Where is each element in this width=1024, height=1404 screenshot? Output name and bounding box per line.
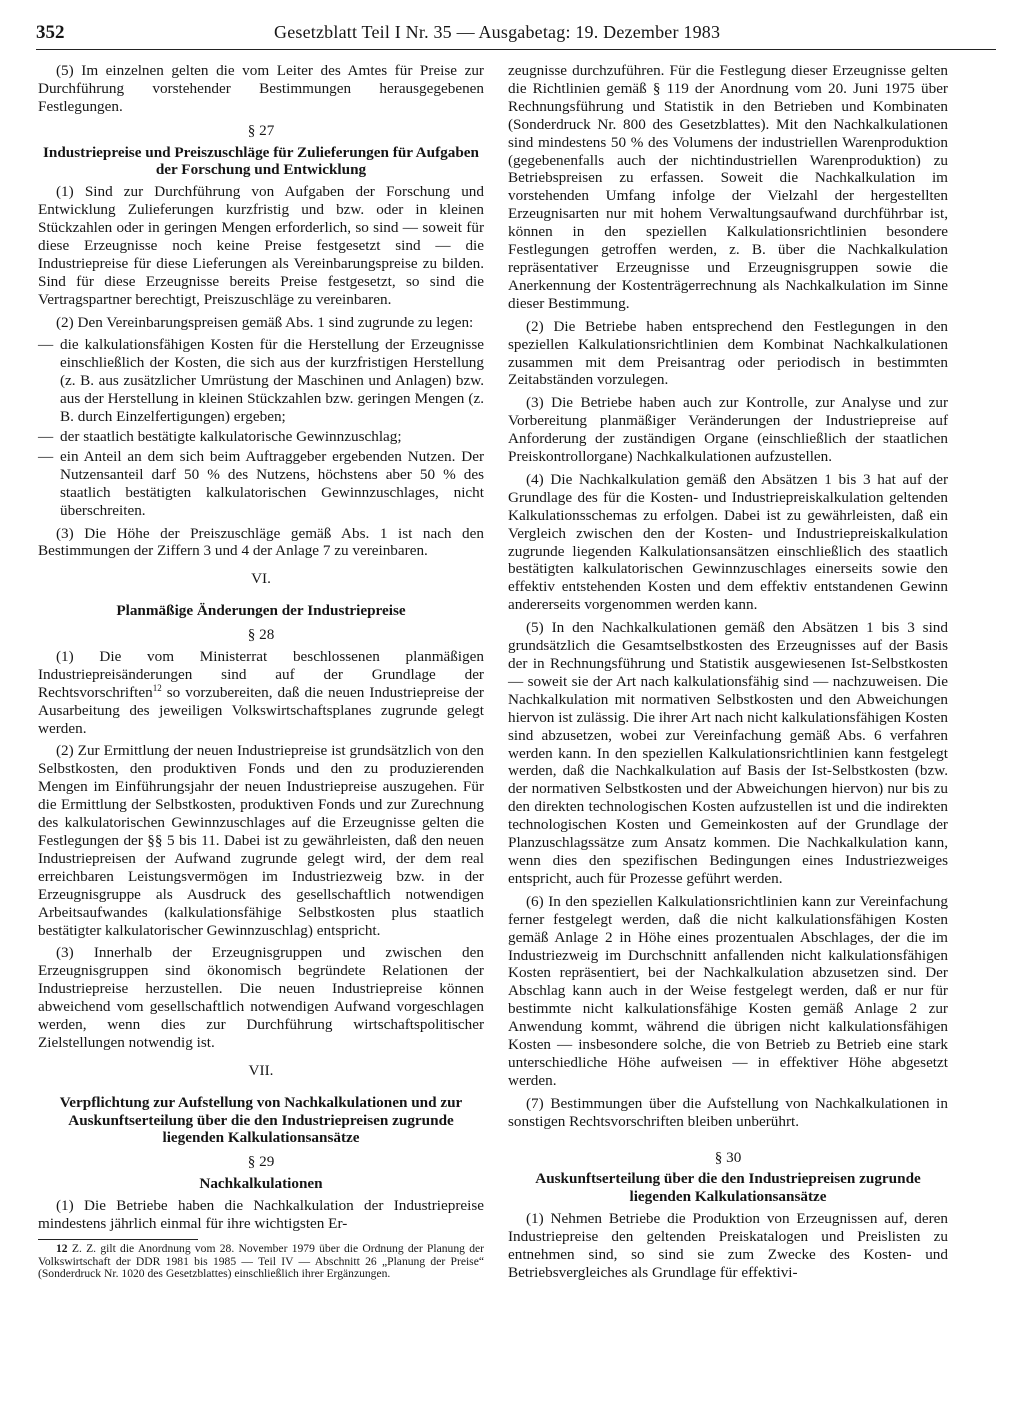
section-number: § 27 [247, 121, 275, 139]
paragraph: zeugnisse durchzuführen. Für die Festlegung dieser Erzeugnisse gelten die Richtlinien gemäß § 119 der Anordnung vom 20. Juni 1975 über Rechnungsführung und Statistik in den Betrieben und Kombinaten (Sonderdruck Nr. 800 des Gesetzblattes). Mit den Nachkalkulationen sind mindestens 50 % des Volumens der industriellen Warenproduktion (gegebenenfalls auch der nichtindustriellen Warenproduktion) zu Betriebspreisen zu erfassen. Soweit die Nachkalkulation im vorstehenden Umfang infolge der Vielzahl der hergestellten Erzeugnisarten nur mit hohem Verwaltungsaufwand durchführbar ist, können in den speziellen Kalkulationsrichtlinien besondere Festlegungen getroffen werden, z. B. über die Nachkalkulation repräsentativer Erzeugnisse und Erzeugnisgruppen sowie die Anerkennung der Kostenträgerrechnung als Nachkalkulation im Sinne dieser Bestimmung. [508, 62, 948, 312]
paragraph: (5) In den Nachkalkulationen gemäß den Absätzen 1 bis 3 sind grundsätzlich die Gesamtselbstkosten des Erzeugnisses auf der Basis der in Rechnungsführung und Statistik ausgewiesenen Ist-Selbstkosten — soweit sie der Art nach kalkulationsfähig sind — nachzuweisen. Die Nachkalkulation mit normativen Selbstkosten und den Abweichungen hiervon ist zulässig. Die ihrer Art nach nicht kalkulationsfähigen Kosten sind abzusetzen, wobei zur Vereinfachung gemäß Abs. 6 verfahren werden kann. In den speziellen Kalkulationsrichtlinien kann festgelegt werden, daß die Nachkalkulation auf Basis der Ist-Selbstkosten (bzw. der normativen Selbstkosten und der Abweichungen hiervon) nur bis zu den direkten technologischen Kosten aufzustellen ist und die indirekten technologischen Kosten und Gemeinkosten auf der Grundlage der Planzuschlagssätze zum Ansatz kommen. Die Nachkalkulation kann, wenn dies den spezifischen Bedingungen eines Industriezweiges entspricht, auch für Prozesse geführt werden. [508, 619, 948, 887]
footnote-ref: 12 [152, 682, 162, 693]
header-rule [36, 49, 996, 50]
section-number: § 29 [247, 1153, 275, 1171]
section-number: § 28 [247, 626, 275, 644]
dash-list [38, 336, 484, 519]
part-number: VII. [248, 1061, 274, 1079]
paragraph: (7) Bestimmungen über die Aufstellung von Nachkalkulationen in sonstigen Rechtsvorschriften bleiben unberührt. [508, 1094, 948, 1130]
list-item-text: die kalkulationsfähigen Kosten für die Herstellung der Erzeugnisse einschließlich der Kosten, die sich aus der kurzfristigen Herstellung (z. B. aus zusätzlicher Umrüstung der Maschinen und Anlagen) bzw. aus der Herstellung in kleinen Stückzahlen bzw. geringen Mengen (z. B. durch Einzelfertigungen) ergeben; [60, 336, 484, 426]
paragraph: (1) Nehmen Betriebe die Produktion von Erzeugnissen auf, deren Industriepreise den geltenden Preiskatalogen und Preislisten zu entnehmen sind, so sind sie zum Zwecke des Kosten- und Betriebsvergleiches als Grundlage für effektivi- [508, 1210, 948, 1281]
page-number: 352 [36, 22, 65, 43]
section-title: Auskunftserteilung über die den Industriepreisen zugrunde liegenden Kalkulationsansätze [535, 1170, 921, 1206]
running-title: Gesetzblatt Teil I Nr. 35 — Ausgabetag: 19. Dezember 1983 [274, 22, 721, 42]
right-column [508, 62, 948, 1287]
list-item-text: der staatlich bestätigte kalkulatorische Gewinnzuschlag; [60, 428, 402, 445]
section-title: Industriepreise und Preiszuschläge für Zulieferungen für Aufgaben der Forschung und Entwicklung [43, 143, 479, 179]
list-item-text: ein Anteil an dem sich beim Auftraggeber ergebenden Nutzen. Der Nutzensanteil darf 50 % des Nutzens, höchstens aber 50 % des staatlich bestätigten kalkulatorischen Gewinnzuschlages, nicht überschreiten. [60, 447, 484, 519]
paragraph: (6) In den speziellen Kalkulationsrichtlinien kann zur Vereinfachung ferner festgelegt werden, daß die nicht kalkulationsfähigen Kosten gemäß Anlage 2 in Höhe eines prozentualen Abschlages, der die im Industriezweig im Durchschnitt anfallenden nicht kalkulationsfähigen Kosten repräsentiert, bei der Nachkalkulation abzusetzen sind. Der Abschlag kann auch in der Weise festgelegt werden, daß er nur für bestimmte nicht kalkulationsfähige Kosten gemäß Anlage 2 zur Anwendung kommt, während die übrigen nicht kalkulationsfähigen Kosten — insbesondere solche, die von Betrieb zu Betrieb eine stark unterschiedliche Höhe aufweisen — in effektiver Höhe abgesetzt werden. [508, 892, 948, 1089]
paragraph: (3) Innerhalb der Erzeugnisgruppen und zwischen den Erzeugnisgruppen sind ökonomisch begründete Relationen der Industriepreise herzustellen. Die neuen Industriepreise können abweichend vom gesellschaftlich notwendigen Aufwand vorgeschlagen werden, wenn dies zur Durchführung wirtschaftspolitischer Zielstellungen notwendig ist. [38, 944, 484, 1051]
paragraph: (2) Zur Ermittlung der neuen Industriepreise ist grundsätzlich von den Selbstkosten, den produktiven Fonds und den zu produzierenden Mengen im Einführungsjahr der neuen Industriepreise auszugehen. Für die Ermittlung der Selbstkosten, produktiven Fonds und zur Zurechnung des kalkulatorischen Gewinnzuschlages auf die Erzeugnisse gelten die Festlegungen der §§ 5 bis 11. Dabei ist zu gewährleisten, daß den neuen Industriepreisen der Aufwand zugrunde gelegt wird, der dem real erreichbaren Leistungsvermögen im Industriezweig bzw. in der Erzeugnisgruppe als Ausdruck des gesellschaftlich notwendigen Arbeitsaufwandes (kalkulationsfähige Selbstkosten plus staatlich bestätigter kalkulatorischer Gewinnzuschlag) entspricht. [38, 742, 484, 939]
paragraph: (1) Die vom Ministerrat beschlossenen planmäßigen Industriepreisänderungen sind auf der Grundlage der Rechtsvorschriften$^{12}$ so vorzubereiten, daß die neuen Industriepreise der Ausarbeitung des jeweiligen Volkswirtschaftsplanes zugrunde gelegt werden. [38, 647, 484, 737]
paragraph: (2) Den Vereinbarungspreisen gemäß Abs. 1 sind zugrunde zu legen: [56, 313, 474, 331]
section-title: Nachkalkulationen [199, 1175, 323, 1193]
list-item: — die kalkulationsfähigen Kosten für die Herstellung der Erzeugnisse einschließlich der Kosten, die sich aus der kurzfristigen Herstellung (z. B. aus zusätzlicher Umrüstung der Maschinen und Anlagen) bzw. aus der Herstellung in kleinen Stückzahlen bzw. geringen Mengen (z. B. durch Einzelfertigungen) ergeben; [38, 336, 484, 426]
page-header [36, 22, 994, 50]
footnote: 12 Z. Z. gilt die Anordnung vom 28. November 1979 über die Ordnung der Planung der Volkswirtschaft der DDR 1981 bis 1985 — Teil IV — Abschnitt 26 „Planung der Preise“ (Sonderdruck Nr. 1020 des Gesetzblattes) einschließlich ihrer Ergänzungen. [38, 1241, 484, 1281]
section-number: § 30 [714, 1148, 742, 1166]
part-title: Planmäßige Änderungen der Industriepreise [116, 602, 406, 620]
list-item: — der staatlich bestätigte kalkulatorische Gewinnzuschlag; [38, 428, 402, 445]
part-number: VI. [251, 570, 271, 588]
paragraph: (3) Die Betriebe haben auch zur Kontrolle, zur Analyse und zur Vorbereitung planmäßiger Veränderungen der Industriepreise auf Anforderung der zuständigen Organe (einschließlich der staatlichen Preiskontrollorgane) Nachkalkulationen aufzustellen. [508, 394, 948, 466]
left-column [38, 62, 484, 1286]
paragraph: (4) Die Nachkalkulation gemäß den Absätzen 1 bis 3 hat auf der Grundlage des für die Kosten- und Industriepreiskalkulation geltenden Kalkulationsschemas zu erfolgen. Dabei ist zu gewährleisten, daß ein Vergleich zwischen den der Kosten- und Industriepreiskalkulation zugrunde liegenden Kalkulationsansätzen einschließlich des staatlich bestätigten kalkulatorischen Gewinnzuschlages einerseits sowie den effektiv entstehenden Kosten und dem effektiv entstandenen Gewinn andererseits vorgenommen werden kann. [508, 470, 948, 614]
part-title: Verpflichtung zur Aufstellung von Nachkalkulationen und zur Auskunftserteilung über die den Industriepreisen zugrunde liegenden Kalkulationsansätze [59, 1093, 463, 1147]
list-item: — ein Anteil an dem sich beim Auftraggeber ergebenden Nutzen. Der Nutzensanteil darf 50 % des Nutzens, höchstens aber 50 % des staatlich bestätigten kalkulatorischen Gewinnzuschlages, nicht überschreiten. [38, 447, 484, 519]
paragraph: (2) Die Betriebe haben entsprechend den Festlegungen in den speziellen Kalkulationsrichtlinien dem Kombinat Nachkalkulationen zusammen mit dem Preisantrag oder periodisch in bestimmten Zeitabständen vorzulegen. [508, 317, 948, 389]
paragraph: (3) Die Höhe der Preiszuschläge gemäß Abs. 1 ist nach den Bestimmungen der Ziffern 3 und 4 der Anlage 7 zu vereinbaren. [38, 524, 484, 560]
paragraph: (1) Die Betriebe haben die Nachkalkulation der Industriepreise mindestens jährlich einmal für ihre wichtigsten Er- [38, 1196, 484, 1232]
paragraph: (5) Im einzelnen gelten die vom Leiter des Amtes für Preise zur Durchführung vorstehender Bestimmungen herausgegebenen Festlegungen. [38, 62, 484, 115]
footnote-rule [38, 1239, 198, 1240]
paragraph: (1) Sind zur Durchführung von Aufgaben der Forschung und Entwicklung Zulieferungen kurzfristig und bzw. oder in kleinen Stückzahlen oder in geringen Mengen erforderlich, so sind — soweit für diese Erzeugnisse noch keine Preise festgesetzt sind — die Industriepreise für diese Lieferungen als Vereinbarungspreise zu bilden. Sind für diese Erzeugnisse bereits Preise festgesetzt, so sind die Vertragspartner berechtigt, Preiszuschläge zu vereinbaren. [38, 183, 484, 308]
